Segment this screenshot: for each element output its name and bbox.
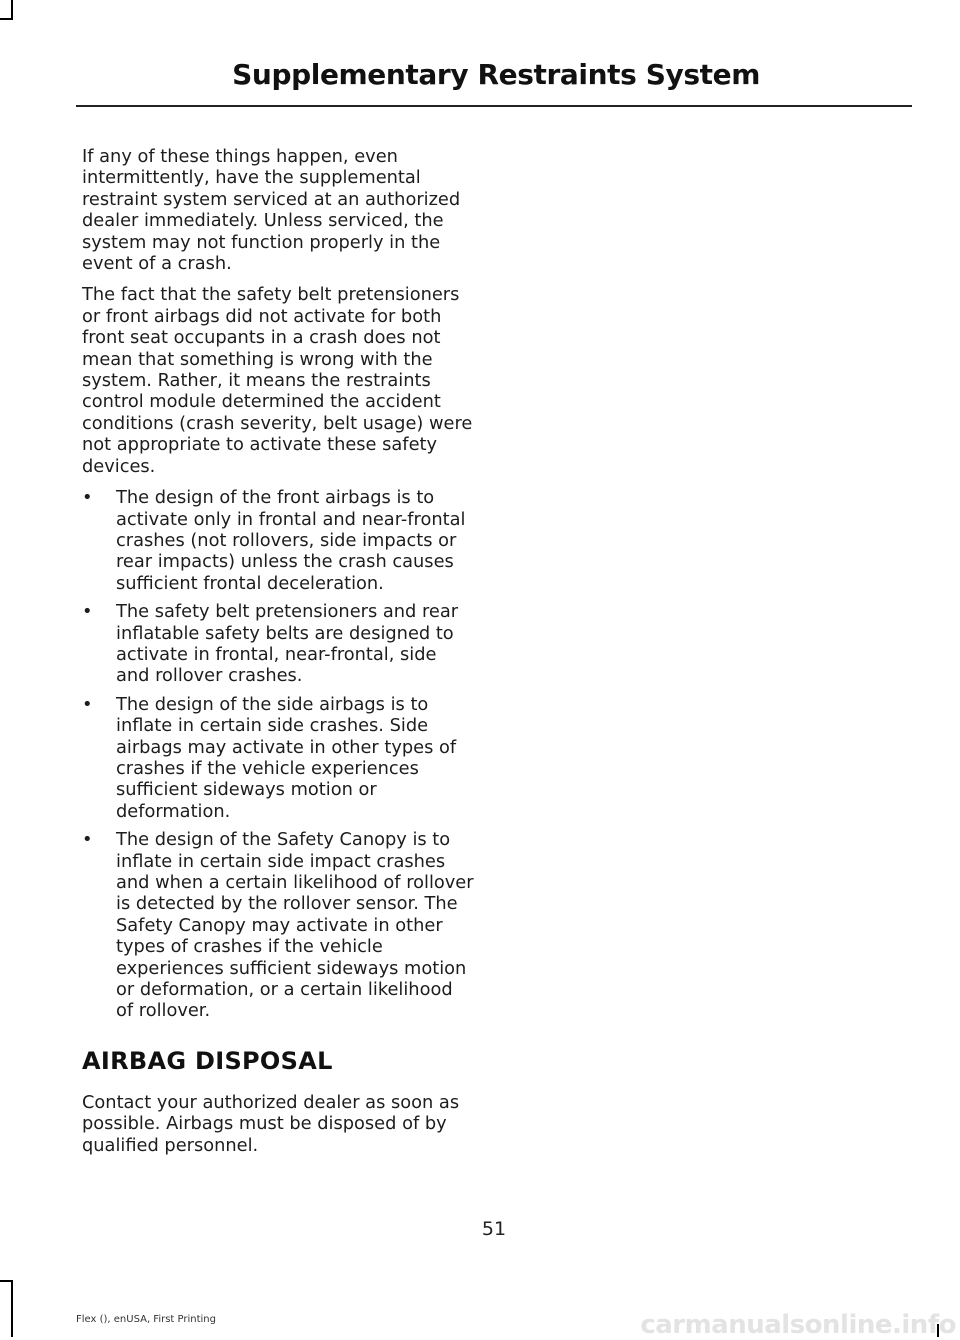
bullet-marker: • xyxy=(82,829,93,851)
header-rule xyxy=(76,105,912,107)
paragraph-activation-explanation: The fact that the safety belt pretensioners or front airbags did not activate for both front seat occupants in a crash does not mean that something is wrong with the system. Rather, it means the restraints control module determined the accident conditions (crash severity, belt usage) were not appropriate to activate these safety devices. xyxy=(82,284,473,477)
footer-edition-text: Flex (), enUSA, First Printing xyxy=(76,1314,216,1325)
paragraph-service-warning: If any of these things happen, even intermittently, have the supplemental restraint system serviced at an authorized dealer immediately. Unless serviced, the system may not function properly in the event of a crash. xyxy=(82,146,461,275)
page-number: 51 xyxy=(481,1218,507,1240)
bullet-text: The design of the front airbags is to activate only in frontal and near-frontal crashes (not rollovers, side impacts or rear impacts) unless the crash causes sufficient frontal deceleration. xyxy=(116,487,466,594)
bullet-marker: • xyxy=(82,487,93,509)
bullet-text: The safety belt pretensioners and rear inflatable safety belts are designed to activate in frontal, near-frontal, side and rollover crashes. xyxy=(116,601,459,687)
crop-mark-bottom-left-vertical xyxy=(11,1280,13,1337)
bullet-text: The design of the side airbags is to inflate in certain side crashes. Side airbags may activate in other types of crashes if the vehicle experiences sufficient sideways motion or deformation. xyxy=(116,693,457,822)
bullet-item-side-airbags xyxy=(82,694,474,822)
crop-mark-bottom-left-horizontal xyxy=(0,1280,13,1282)
bullet-item-pretensioners xyxy=(82,601,474,687)
section-heading-airbag-disposal: AIRBAG DISPOSAL xyxy=(82,1046,333,1075)
paragraph-airbag-disposal: Contact your authorized dealer as soon as possible. Airbags must be disposed of by qualified personnel. xyxy=(82,1091,460,1156)
crop-mark-top-left-vertical xyxy=(11,0,13,20)
bullet-marker: • xyxy=(82,601,93,623)
body-column xyxy=(82,146,474,1166)
bullet-list xyxy=(82,487,474,1022)
watermark-logo: carmanualsonline.info xyxy=(640,1310,956,1340)
bullet-marker: • xyxy=(82,693,93,715)
bullet-item-front-airbags xyxy=(82,487,474,594)
bullet-text: The design of the Safety Canopy is to inflate in certain side impact crashes and when a certain likelihood of rollover is detected by the rollover sensor. The Safety Canopy may activate in other types of crashes if the vehicle experiences sufficient sideways motion or deformation, or a certain likelihood of rollover. xyxy=(116,829,474,1022)
crop-mark-top-left-horizontal xyxy=(0,18,13,20)
page-header-title: Supplementary Restraints System xyxy=(232,58,760,91)
bullet-item-safety-canopy xyxy=(82,829,474,1022)
